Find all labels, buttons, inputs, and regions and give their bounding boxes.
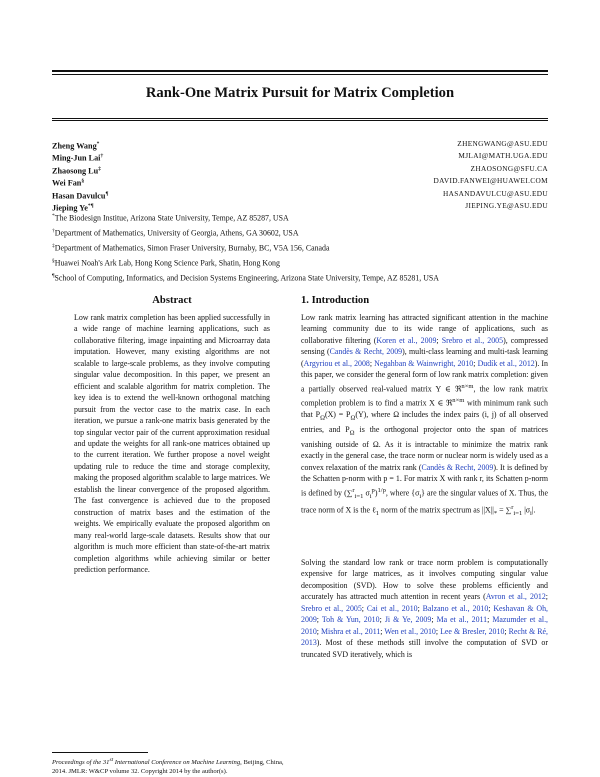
author-email[interactable]: JIEPING.YE@ASU.EDU — [465, 200, 548, 210]
citation-link[interactable]: Keshavan & Oh, 2009 — [301, 603, 548, 625]
author-email[interactable]: HASANDAVULCU@ASU.EDU — [442, 188, 548, 198]
citation-link[interactable]: Toh & Yun, 2010 — [321, 615, 380, 625]
citation-link[interactable]: Koren et al., 2009 — [376, 335, 437, 345]
affiliation: ‡Department of Mathematics, Simon Fraser University, Burnaby, BC, V5A 156, Canada — [52, 243, 330, 253]
citation-link[interactable]: Ma et al., 2011 — [436, 615, 488, 625]
author-name: Wei Fan§ — [52, 178, 85, 188]
paper-title: Rank-One Matrix Pursuit for Matrix Completion — [145, 85, 455, 101]
author-row — [52, 175, 548, 187]
author-email[interactable]: DAVID.FANWEI@HUAWEI.COM — [433, 176, 548, 186]
affiliation: *The Biodesign Institue, Arizona State University, Tempe, AZ 85287, USA — [52, 213, 289, 223]
author-name: Zhaosong Lu‡ — [52, 165, 101, 176]
introduction-heading: 1. Introduction — [301, 295, 370, 306]
citation-link[interactable]: Candès & Recht, 2009 — [421, 462, 494, 472]
author-name: Jieping Ye*¶ — [52, 202, 94, 213]
affiliation-list — [52, 210, 552, 285]
abstract-heading: Abstract — [152, 295, 192, 306]
citation-link[interactable]: Balzano et al., 2010 — [422, 603, 489, 613]
author-row — [52, 150, 548, 162]
author-row — [52, 188, 548, 200]
intro-paragraph-1: Low rank matrix learning has attracted significant attention in the machine learning community due to its wide range of applications, such as collaborative filtering (Koren et al., 2009; Srebro et al., 2005), compressed sensing (Candès & Recht, 2009), multi-class learning and multi-task learning (Argyriou et al., 2008; Negahban & Wainwright, 2010; Dudík et al., 2012). In this paper, we consider the general form of low rank matrix completion: given a partially observed real-valued matrix Y ∈ ℜ$^{n\times m}$, the low rank matrix completion problem is to find a matrix X ∈ ℜ$^{n\times m}$ with minimum rank such that $P_\Omega(X) = P_\Omega(Y)$, where Ω includes the index pairs (i, j) of all observed entries, and $P_\Omega$ is the orthogonal projector onto the span of matrices vanishing outside of Ω. As it is intractable to minimize the matrix rank exactly in the general case, the trace norm or nuclear norm is widely used as a convex relaxation of the matrix rank (Candès & Recht, 2009). It is defined by the Schatten p-norm with p = 1. For matrix X with rank r, its Schatten p-norm is defined by (∑$^r_{i=1}$ $\sigma_i^p)^{1/p}$, where $\{\sigma_i\}$ are the singular values of X. Thus, the trace norm of X is the ℓ$_1$ norm of the matrix spectrum as $||X||_* = \sum^r_{i=1}$ $|\sigma_i|$. — [301, 313, 549, 518]
title-rule-thick — [52, 120, 548, 121]
proceedings-footnote: Proceedings of the 31st International Conference on Machine Learning, Beijing, China, 2014. JMLR: W&CP volume 32. Copyright 2014 by the author(s). — [52, 757, 284, 775]
citation-link[interactable]: Srebro et al., 2005 — [301, 603, 362, 613]
author-list — [52, 138, 548, 212]
citation-link[interactable]: Lee & Bresler, 2010 — [440, 626, 505, 636]
title-rule-thin — [52, 118, 548, 119]
author-row — [52, 138, 548, 150]
citation-link[interactable]: Ji & Ye, 2009 — [384, 615, 432, 625]
intro-paragraph-2: Solving the standard low rank or trace norm problem is computationally expensive for large matrices, as it involves computing singular value decomposition (SVD). How to solve these problems efficiently and accurately has attracted much attention in recent years (Avron et al., 2012; Srebro et al., 2005; Cai et al., 2010; Balzano et al., 2010; Keshavan & Oh, 2009; Toh & Yun, 2010; Ji & Ye, 2009; Ma et al., 2011; Mazumder et al., 2010; Mishra et al., 2011; Wen et al., 2010; Lee & Bresler, 2010; Recht & Ré, 2013). Most of these methods still involve the computation of SVD or truncated SVD iteratively, which is — [301, 558, 549, 659]
citation-link[interactable]: Recht & Ré, 2013 — [301, 626, 548, 648]
author-email[interactable]: MJLAI@MATH.UGA.EDU — [458, 151, 548, 161]
author-name: Hasan Davulcu¶ — [52, 190, 109, 201]
author-email[interactable]: ZHENGWANG@ASU.EDU — [457, 139, 548, 148]
affiliation: †Department of Mathematics, University of Georgia, Athens, GA 30602, USA — [52, 228, 299, 238]
footnote-rule — [52, 752, 148, 753]
author-name: Ming-Jun Lai† — [52, 153, 104, 164]
citation-link[interactable]: Negahban & Wainwright, 2010 — [374, 358, 474, 368]
citation-link[interactable]: Srebro et al., 2005 — [441, 335, 504, 345]
author-email[interactable]: ZHAOSONG@SFU.CA — [470, 163, 548, 173]
citation-link[interactable]: Mazumder et al., 2010 — [301, 615, 549, 636]
top-rule-thick — [52, 70, 548, 72]
top-rule-thin — [52, 74, 548, 75]
citation-link[interactable]: Candès & Recht, 2009 — [329, 347, 403, 357]
abstract-text: Low rank matrix completion has been applied successfully in a wide range of machine learning applications, such as collaborative filtering, image inpainting and Microarray data imputation. However, many existing algorithms are not scalable to large-scale problems, as they involve computing singular value decomposition. In this paper, we present an efficient and scalable algorithm for matrix completion. The key idea is to extend the well-known orthogonal matching pursuit from the vector case to the matrix case. In each iteration, we pursue a rank-one matrix basis generated by the top singular vector pair of the current approximation residual and update the weights for all rank-one matrices obtained up to the current iteration. We further propose a novel weight updating rule to reduce the time and storage complexity, making the proposed algorithm scalable to large matrices. We establish the linear convergence of the proposed algorithm. The fast convergence is achieved due to the proposed construction of matrix bases and the estimation of the weights. We empirically evaluate the proposed algorithm on many real-world large-scale datasets. Results show that our algorithm is much more efficient than state-of-the-art matrix completion algorithms while achieving similar or better prediction performance. — [74, 313, 270, 574]
right-column — [301, 294, 549, 659]
citation-link[interactable]: Avron et al., 2012 — [485, 592, 546, 602]
citation-link[interactable]: Mishra et al., 2011 — [321, 626, 381, 636]
citation-link[interactable]: Argyriou et al., 2008 — [303, 358, 370, 368]
citation-link[interactable]: Cai et al., 2010 — [366, 603, 418, 613]
citation-link[interactable]: Dudík et al., 2012 — [477, 358, 535, 368]
affiliation: ¶School of Computing, Informatics, and Decision Systems Engineering, Arizona State University, Tempe, AZ 85281, USA — [52, 273, 440, 283]
left-column — [52, 294, 292, 574]
author-row — [52, 163, 548, 175]
citation-link[interactable]: Wen et al., 2010 — [384, 626, 436, 636]
author-name: Zheng Wang* — [52, 141, 100, 151]
affiliation: §Huawei Noah's Ark Lab, Hong Kong Science Park, Shatin, Hong Kong — [52, 258, 280, 268]
